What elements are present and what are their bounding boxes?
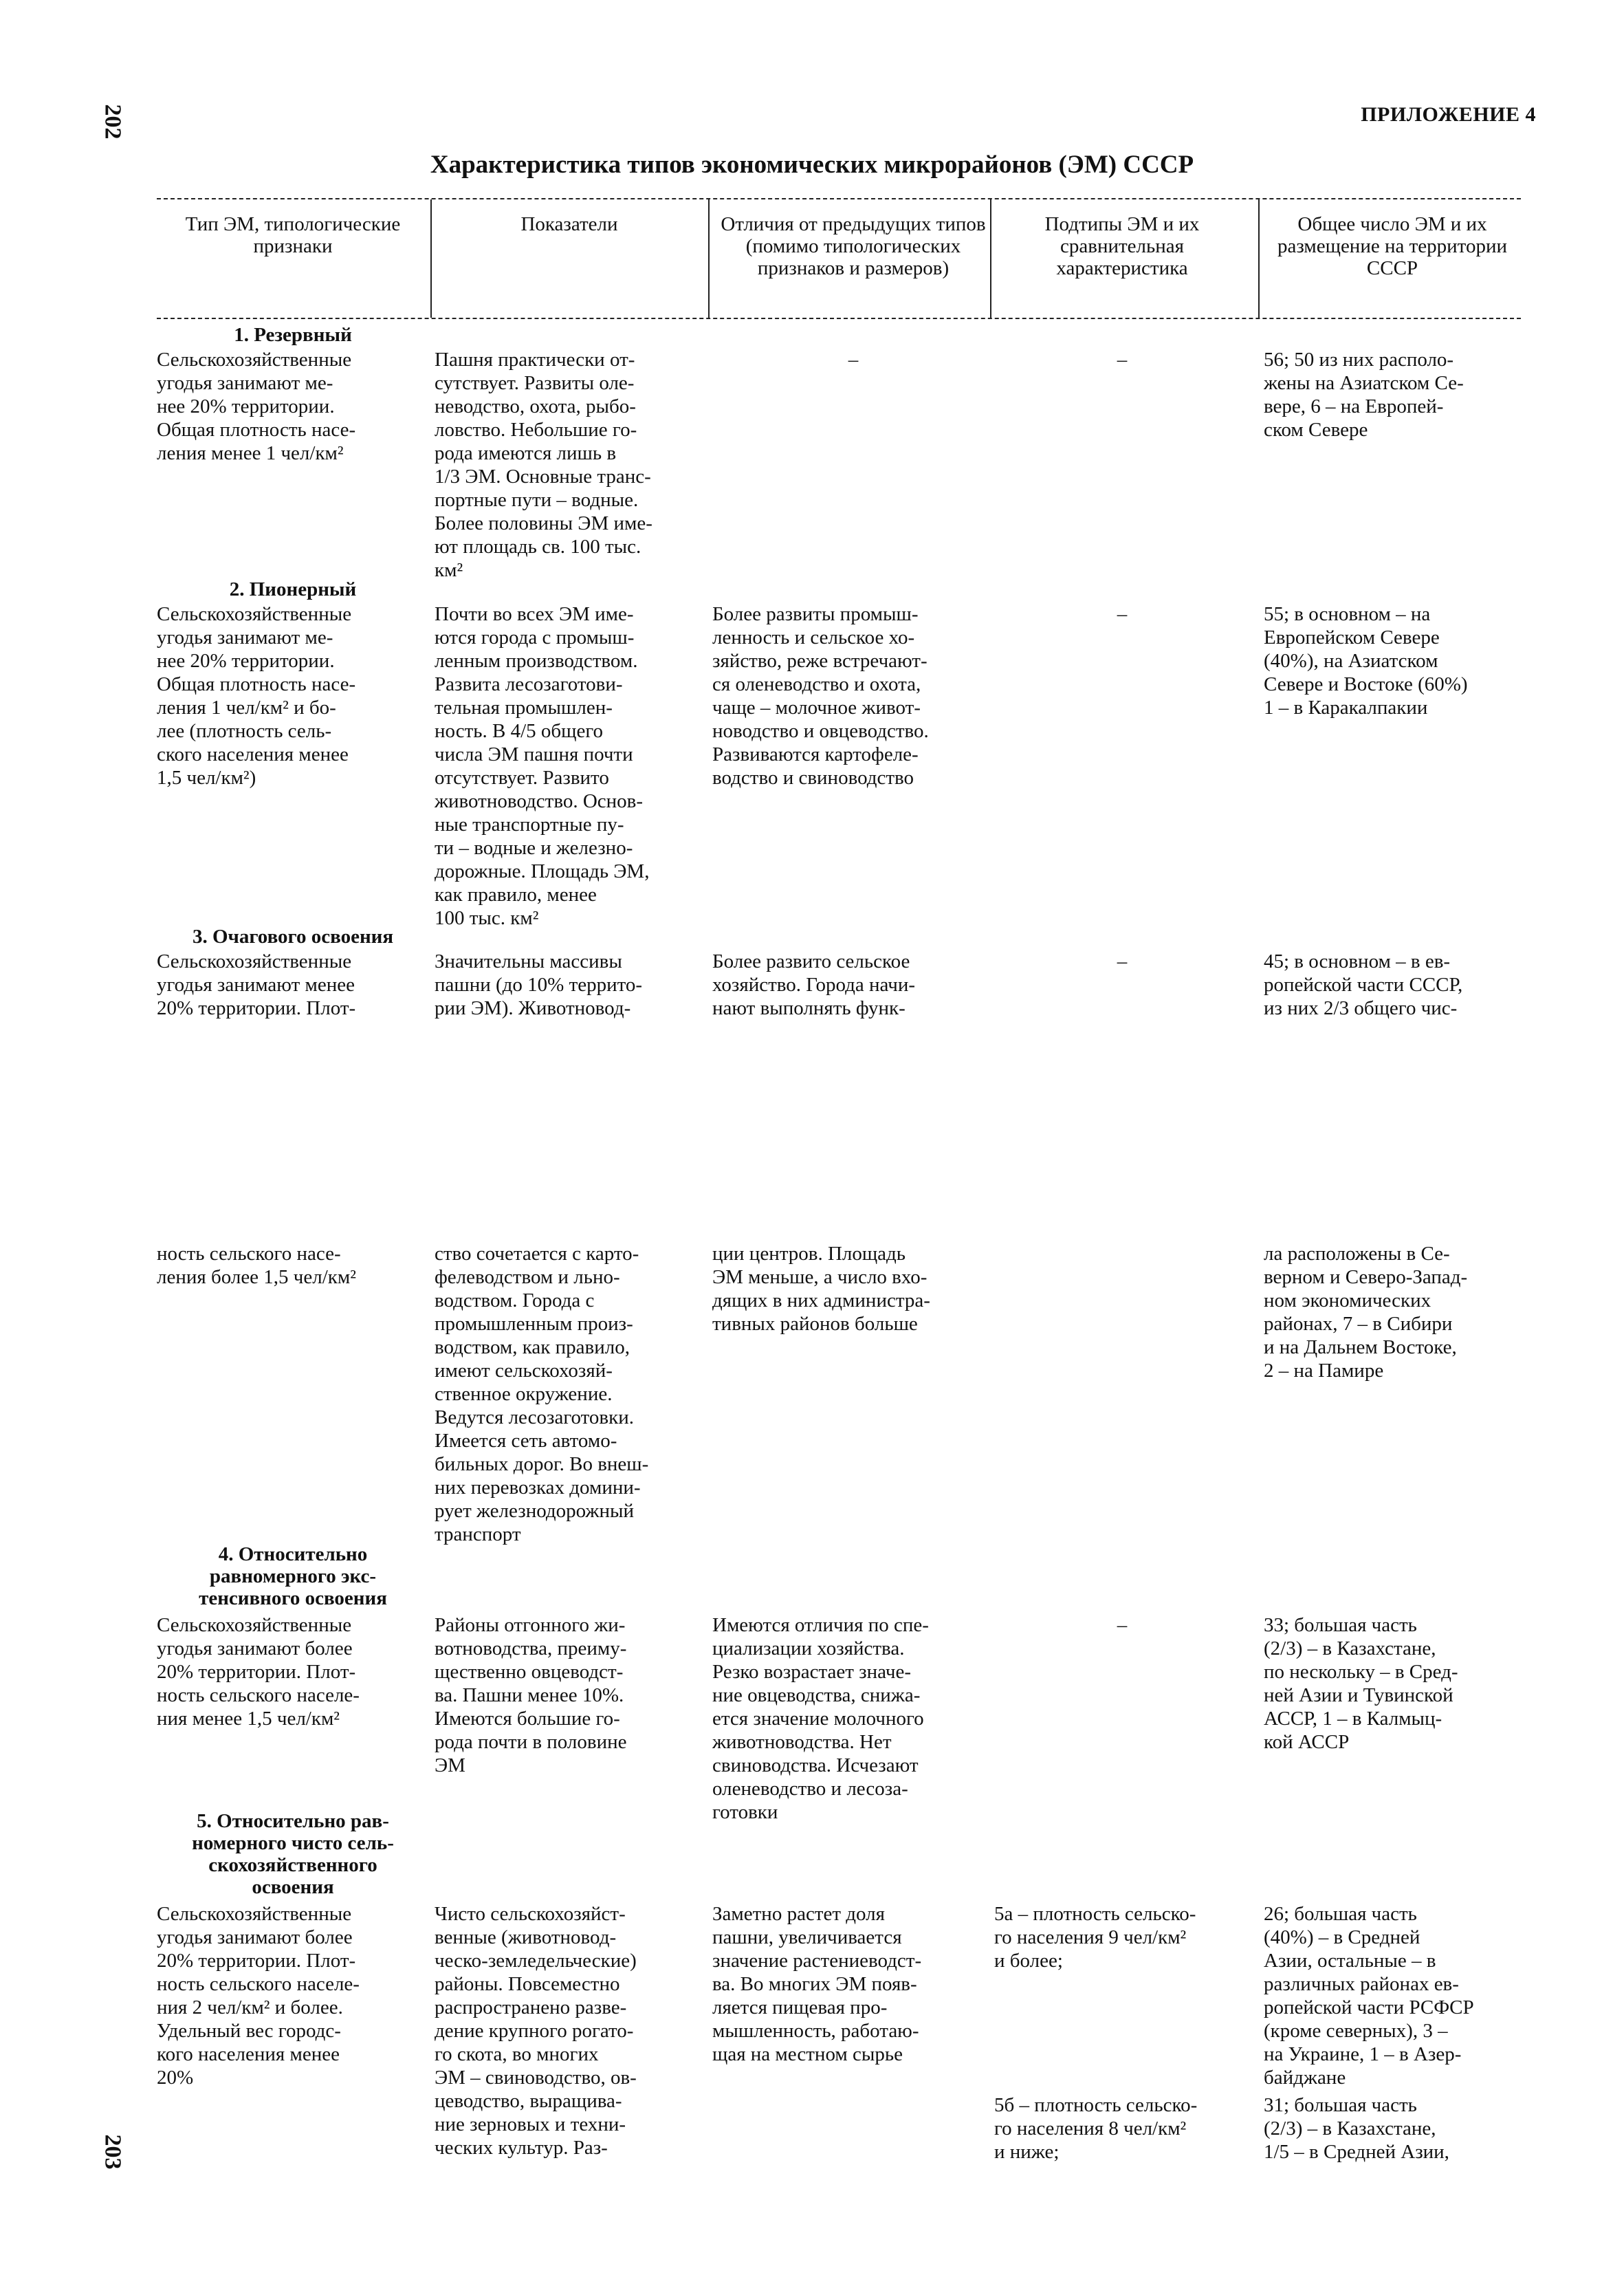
subtypes-cell: – bbox=[1117, 950, 1128, 972]
differences-cell: Заметно растет доля пашни, увеличивается значение растениеводст- ва. Во многих ЭМ появ- ляется пищевая про- мышленность, работаю- щая на местном сырье bbox=[712, 1903, 922, 2065]
indicators-cell: Районы отгонного жи- вотноводства, преиму- щественно овцеводст- ва. Пашни менее 10%. Имеются большие го- рода почти в половине ЭМ bbox=[435, 1614, 627, 1776]
subtypes-cell: – bbox=[1117, 349, 1128, 371]
subtypes-cell: – bbox=[1117, 603, 1128, 625]
count-cell: 33; большая часть (2/3) – в Казахстане, по нескольку – в Сред- ней Азии и Тувинской АССР, 1 – в Калмыц- кой АССР bbox=[1264, 1614, 1458, 1753]
type-criteria: ность сельского насе- ления более 1,5 чел/км² bbox=[157, 1243, 356, 1288]
differences-cell: Более развиты промыш- ленность и сельское хо- зяйство, реже встречают- ся оленеводство и охота, чаще – молочное живот- новодство и овцеводство. Развиваются картофеле- водство и свиноводство bbox=[712, 603, 929, 789]
type-name: 1. Резервный bbox=[234, 324, 352, 346]
indicators-cell: Почти во всех ЭМ име- ются города с промыш- ленным производством. Развита лесозаготови- тельная промышлен- ность. В 4/5 общего числа ЭМ пашня почти отсутствует. Развито животноводство. Основ- ные транспортные пу- ти – водные и железно- дорожные. Площадь ЭМ, как правило, менее 100 тыс. км² bbox=[435, 603, 650, 929]
subtypes-cell: – bbox=[1117, 1614, 1128, 1636]
type-name: 4. Относительно равномерного экс- тенсивного освоения bbox=[199, 1543, 387, 1609]
table-top-rule bbox=[157, 198, 1521, 199]
header-differences: Отличия от предыдущих типов (помимо типологических признаков и размеров) bbox=[721, 213, 986, 279]
type-criteria: Сельскохозяйственные угодья занимают более 20% территории. Плот- ность сельского населе- ния 2 чел/км² и более. Удельный вес городс- кого населения менее 20% bbox=[157, 1903, 360, 2089]
header-divider bbox=[708, 199, 710, 318]
count-cell: ла расположены в Се- верном и Северо-Запад- ном экономических районах, 7 – в Сибири и на Дальнем Востоке, 2 – на Памире bbox=[1264, 1243, 1468, 1382]
table-header-rule bbox=[157, 318, 1521, 319]
count-cell: 56; 50 из них располо- жены на Азиатском Се- вере, 6 – на Европей- ском Севере bbox=[1264, 349, 1464, 441]
header-divider bbox=[1258, 199, 1260, 318]
type-criteria: Сельскохозяйственные угодья занимают ме- нее 20% территории. Общая плотность насе- ления менее 1 чел/км² bbox=[157, 349, 356, 464]
type-name: 3. Очагового освоения bbox=[192, 926, 394, 948]
count-cell: 26; большая часть (40%) – в Средней Азии, остальные – в различных районах ев- ропейской части РСФСР (кроме северных), 3 – на Украине, 1 – в Азер- байджане bbox=[1264, 1903, 1474, 2089]
header-subtypes: Подтипы ЭМ и их сравнительная характеристика bbox=[1044, 213, 1200, 279]
subtype-5b: 5б – плотность сельско- го населения 8 чел/км² и ниже; bbox=[994, 2094, 1198, 2163]
differences-cell: Более развито сельское хозяйство. Города начи- нают выполнять функ- bbox=[712, 950, 915, 1019]
page-title: Характеристика типов экономических микрорайонов (ЭМ) СССР bbox=[430, 151, 1194, 179]
page-number-bottom: 203 bbox=[100, 2134, 126, 2170]
count-cell: 31; большая часть (2/3) – в Казахстане, 1/5 – в Средней Азии, bbox=[1264, 2094, 1449, 2163]
header-indicators: Показатели bbox=[520, 213, 618, 235]
header-count: Общее число ЭМ и их размещение на территории СССР bbox=[1277, 213, 1508, 279]
subtype-5a: 5а – плотность сельско- го населения 9 чел/км² и более; bbox=[994, 1903, 1196, 1972]
count-cell: 45; в основном – в ев- ропейской части СССР, из них 2/3 общего чис- bbox=[1264, 950, 1463, 1019]
count-cell: 55; в основном – на Европейском Севере (40%), на Азиатском Севере и Востоке (60%) 1 – в Каракалпакии bbox=[1264, 603, 1468, 719]
indicators-cell: Значительны массивы пашни (до 10% террито- рии ЭМ). Животновод- bbox=[435, 950, 643, 1019]
type-criteria: Сельскохозяйственные угодья занимают более 20% территории. Плот- ность сельского населе- ния менее 1,5 чел/км² bbox=[157, 1614, 360, 1730]
type-criteria: Сельскохозяйственные угодья занимают ме- нее 20% территории. Общая плотность насе- ления 1 чел/км² и бо- лее (плотность сель- ского населения менее 1,5 чел/км²) bbox=[157, 603, 356, 789]
indicators-cell: ство сочетается с карто- фелеводством и льно- водством. Города с промышленным произ- водством, как правило, имеют сельскохозяй- ственное окружение. Ведутся лесозаготовки. Имеется сеть автомо- бильных дорог. Во внеш- них перевозках домини- рует железнодорожный транспорт bbox=[435, 1243, 649, 1545]
indicators-cell: Чисто сельскохозяйст- венные (животновод- ческо-земледельческие) районы. Повсеместно распространено разве- дение крупного рогато- го скота, во многих ЭМ – свиноводство, ов- цеводство, выращива- ние зерновых и техни- ческих культур. Раз- bbox=[435, 1903, 637, 2159]
indicators-cell: Пашня практически от- сутствует. Развиты оле- неводство, охота, рыбо- ловство. Небольшие го- рода имеются лишь в 1/3 ЭМ. Основные транс- портные пути – водные. Более половины ЭМ име- ют площадь св. 100 тыс. км² bbox=[435, 349, 652, 581]
type-name: 2. Пионерный bbox=[229, 578, 357, 600]
differences-cell: – bbox=[848, 349, 859, 371]
differences-cell: ции центров. Площадь ЭМ меньше, а число вхо- дящих в них администра- тивных районов больше bbox=[712, 1243, 930, 1335]
header-divider bbox=[430, 199, 432, 318]
header-type: Тип ЭМ, типологические признаки bbox=[185, 213, 401, 257]
appendix-label: ПРИЛОЖЕНИЕ 4 bbox=[1361, 103, 1536, 126]
differences-cell: Имеются отличия по спе- циализации хозяйства. Резко возрастает значе- ние овцеводства, снижа- ется значение молочного животноводства. Нет свиноводства. Исчезают оленеводство и лесоза- готовки bbox=[712, 1614, 929, 1823]
type-name: 5. Относительно рав- номерного чисто сель- скохозяйственного освоения bbox=[192, 1810, 394, 1898]
page-number-top: 202 bbox=[100, 104, 126, 140]
type-criteria: Сельскохозяйственные угодья занимают менее 20% территории. Плот- bbox=[157, 950, 356, 1019]
